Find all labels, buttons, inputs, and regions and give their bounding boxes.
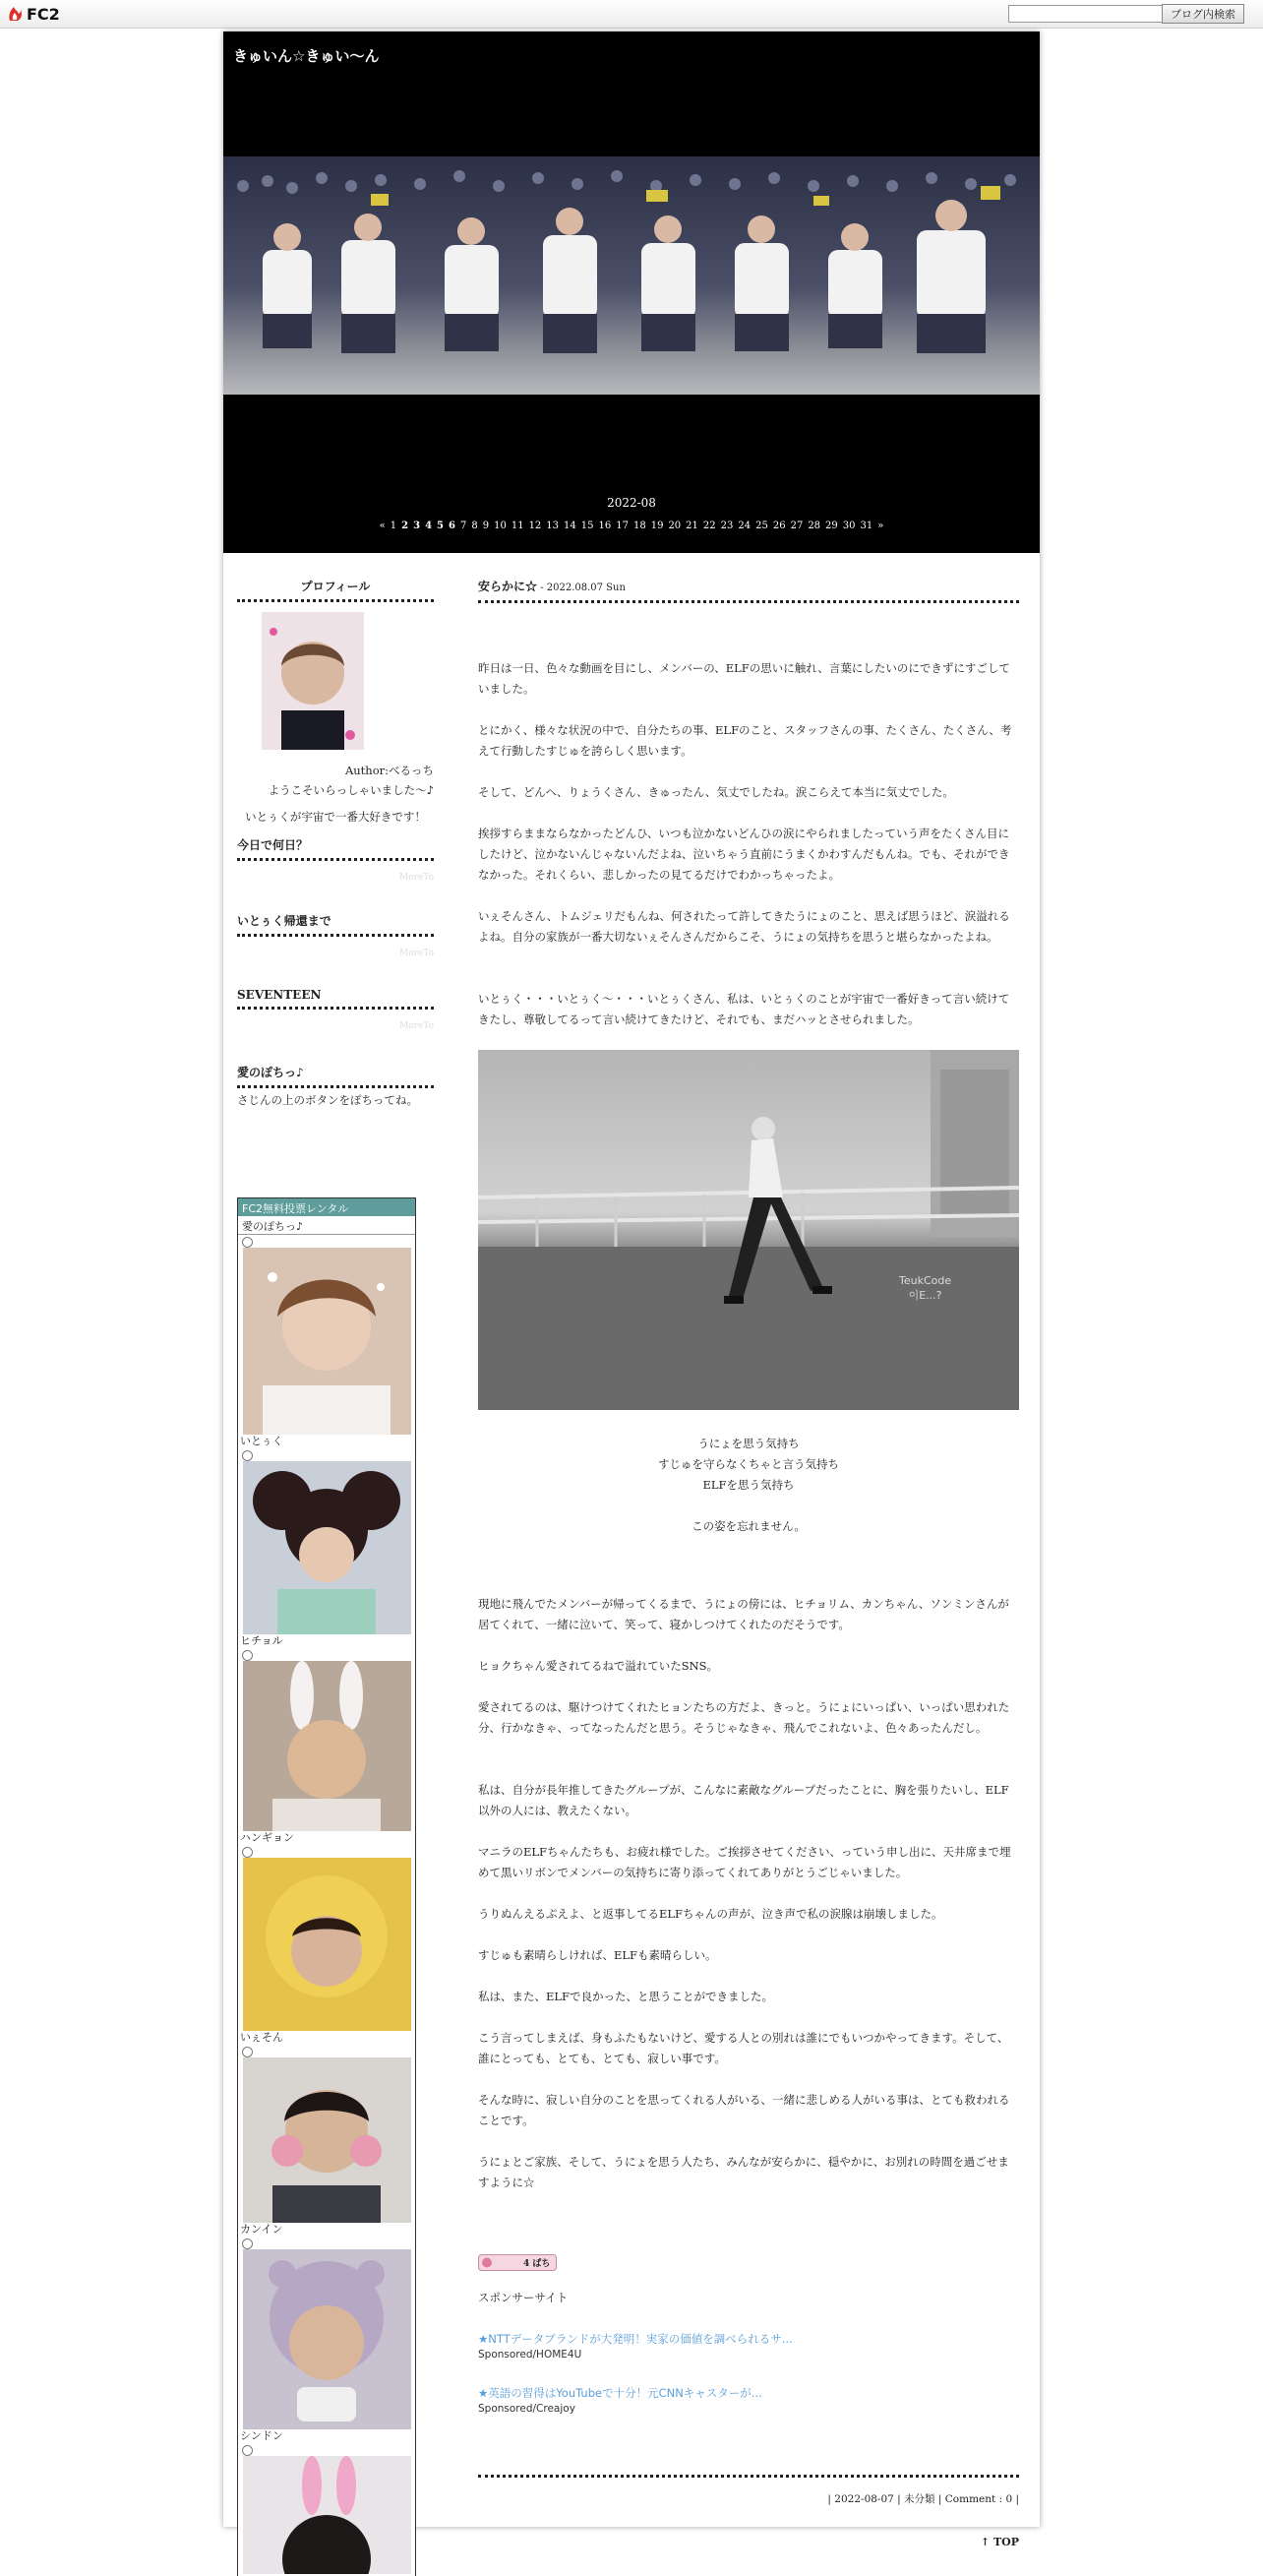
- vote-radio[interactable]: [242, 1650, 253, 1661]
- profile-author: Author:べるっち: [344, 764, 434, 777]
- vote-widget-subheader: 愛のぽちっ♪: [238, 1216, 415, 1235]
- entry-paragraph: いとぅく・・・いとぅく～・・・いとぅくさん、私は、いとぅくのことが宇宙で一番好きって言い続けてきたし、尊敬してるって言い続けてきたけど、それでも、まだハッとさせられました。: [478, 992, 1010, 1026]
- candidate-name: カンイン: [240, 2223, 283, 2236]
- vote-radio[interactable]: [242, 1237, 253, 1248]
- widget-return-count: [237, 912, 434, 958]
- header-banner-image: [223, 156, 1040, 395]
- candidate-name: いとぅく: [240, 1435, 283, 1447]
- calendar-day[interactable]: 3: [413, 521, 421, 531]
- entry-footer-meta: | 2022-08-07 | 未分類 | Comment : 0 |: [827, 2493, 1019, 2505]
- vote-candidate: [238, 1847, 415, 2045]
- calendar-day: 27: [790, 521, 804, 531]
- candidate-name: シンドン: [240, 2429, 283, 2442]
- calendar-day: 29: [825, 521, 838, 531]
- calendar-day: 22: [702, 521, 716, 531]
- calendar-day[interactable]: 5: [437, 521, 444, 531]
- vote-radio[interactable]: [242, 1847, 253, 1858]
- calendar-day: 19: [650, 521, 664, 531]
- entry-paragraph: 昨日は一日、色々な動画を目にし、メンバーの、ELFの思いに触れ、言葉にしたいのにできずにすごしていました。: [478, 661, 1010, 696]
- candidate-photo: [243, 1248, 411, 1435]
- widget-seventeen: [237, 988, 434, 1031]
- vote-radio[interactable]: [242, 1450, 253, 1461]
- sponsored-ad-source: Sponsored/HOME4U: [478, 2349, 582, 2361]
- calendar-day[interactable]: 6: [449, 521, 455, 531]
- profile-heading: プロフィール: [237, 578, 434, 602]
- profile-welcome: ようこそいらっしゃいました～♪: [268, 783, 434, 797]
- profile-bio: いとぅくが宇宙で一番大好きです！: [245, 810, 426, 824]
- vote-widget: [237, 1197, 416, 2576]
- calendar-day: 26: [772, 521, 786, 531]
- vote-candidate: [238, 2047, 415, 2237]
- back-to-top-link[interactable]: ↑ TOP: [980, 2536, 1019, 2548]
- calendar-next-link[interactable]: »: [877, 521, 884, 531]
- blog-title[interactable]: きゅいん☆きゅい～ん: [233, 47, 380, 65]
- calendar-day: 28: [808, 521, 821, 531]
- entry-paragraph: マニラのELFちゃんたちも、お疲れ様でした。ご挨拶させてください、っていう申し出に、天井席まで埋めて黒いリボンでメンバーの気持ちに寄り添ってくれてありがとうごじゃいました。: [478, 1845, 1011, 1879]
- candidate-name: いぇそん: [240, 2031, 283, 2044]
- entry-paragraph: うにょとご家族、そして、うにょを思う人たち、みんなが安らかに、穏やかに、お別れの時間を過ごせますように☆: [478, 2155, 1009, 2189]
- web-clap-count: 4 ぱち: [523, 2259, 551, 2269]
- calendar-day: 24: [738, 521, 752, 531]
- widget-vote-heading: [237, 1064, 434, 1088]
- entry-paragraph: うりぬんえるぷえよ、と返事してるELFちゃんの声が、泣き声で私の涙腺は崩壊しました。: [478, 1907, 943, 1921]
- fc2-logo-text: FC2: [27, 4, 60, 24]
- candidate-photo: [243, 1661, 411, 1831]
- web-clap-button[interactable]: [478, 2254, 557, 2271]
- calendar-day: 16: [598, 521, 612, 531]
- calendar-day: 1: [390, 521, 397, 531]
- widget-days-count-link[interactable]: MoreTo: [399, 873, 434, 883]
- entry-footer-divider: [478, 2475, 1019, 2478]
- blog-search-button[interactable]: ブログ内検索: [1162, 4, 1244, 24]
- calendar-day: 30: [842, 521, 856, 531]
- vote-radio[interactable]: [242, 2445, 253, 2456]
- entry-center-line: うにょを思う気持ち: [697, 1437, 800, 1450]
- calendar-day: 21: [686, 521, 698, 531]
- fc2-logo[interactable]: [6, 4, 60, 24]
- calendar-day: 9: [482, 521, 490, 531]
- widget-days-count: [237, 836, 434, 883]
- vote-note: さじんの上のボタンをぽちってね。: [237, 1093, 418, 1107]
- widget-seventeen-link[interactable]: MoreTo: [399, 1021, 434, 1031]
- candidate-photo: [243, 2456, 411, 2574]
- entry-paragraph: いぇそんさん、トムジェリだもんね、何されたって許してきたうにょのこと、思えば思うほど、涙溢れるよね。自分の家族が一番大切ないぇそんさんだからこそ、うにょの気持ちを思うと堪らなかったよね。: [478, 909, 1010, 944]
- calendar-day: 7: [459, 521, 467, 531]
- fc2-toolbar: [0, 0, 1263, 29]
- entry: [478, 578, 1019, 2548]
- candidate-photo: [243, 1461, 411, 1634]
- entry-paragraph: ヒョクちゃん愛されてるねで溢れていたSNS。: [478, 1659, 719, 1673]
- entry-paragraph: 私は、自分が長年推してきたグループが、こんなに素敵なグループだったことに、胸を張りたいし、ELF以外の人には、教えたくない。: [478, 1783, 1009, 1817]
- calendar-day: 12: [528, 521, 542, 531]
- entry-paragraph: そんな時に、寂しい自分のことを思ってくれる人がいる、一緒に悲しめる人がいる事は、とても救われることです。: [478, 2093, 1010, 2127]
- calendar-day: 10: [494, 521, 507, 531]
- entry-paragraph: とにかく、様々な状況の中で、自分たちの事、ELFのこと、スタッフさんの事、たくさん、たくさん、考えて行動したすじゅを誇らしく思います。: [478, 723, 1012, 758]
- vote-candidate: [238, 1450, 415, 1648]
- candidate-name: ハンギョン: [240, 1831, 294, 1844]
- photo-watermark: TeukCode 이E...?: [899, 1274, 952, 1302]
- calendar-prev-link[interactable]: «: [379, 521, 386, 531]
- entry-paragraph: こう言ってしまえば、身もふたもないけど、愛する人との別れは誰にでもいつかやってきます。そして、誰にとっても、とても、とても、寂しい事です。: [478, 2031, 1009, 2065]
- vote-section-title: 愛のぽちっ♪: [237, 1064, 434, 1088]
- vote-radio[interactable]: [242, 2047, 253, 2057]
- vote-radio[interactable]: [242, 2239, 253, 2249]
- vote-candidate: [238, 1237, 415, 1448]
- calendar-day: 11: [511, 521, 524, 531]
- calendar-day: 25: [755, 521, 768, 531]
- entry-title[interactable]: 安らかに☆: [478, 580, 538, 593]
- widget-seventeen-title: SEVENTEEN: [237, 988, 434, 1010]
- vote-candidate: [238, 1650, 415, 1845]
- profile-avatar: [262, 612, 364, 750]
- calendar-day: 17: [616, 521, 629, 531]
- sponsored-ad-link[interactable]: ★NTTデータブランドが大発明！実家の価値を調べられるサ...: [478, 2332, 793, 2346]
- calendar-day[interactable]: 4: [425, 521, 433, 531]
- entry-title-row: [478, 578, 1019, 603]
- calendar-day: 20: [668, 521, 682, 531]
- widget-days-count-title: 今日で何日？: [237, 836, 434, 861]
- sponsored-ad-source: Sponsored/Creajoy: [478, 2403, 575, 2415]
- candidate-name: ヒチョル: [240, 1634, 283, 1647]
- blog-page: [223, 31, 1040, 2548]
- entry-paragraph: 愛されてるのは、駆けつけてくれたヒョンたちの方だよ、きっと。うにょにいっぱい、いっぱい思われた分、行かなきゃ、ってなったんだと思う。そうじゃなきゃ、飛んでこれないよ、色々あったんだし。: [478, 1700, 1010, 1735]
- entry-paragraph: 私は、また、ELFで良かった、と思うことができました。: [478, 1990, 774, 2003]
- blog-search-input[interactable]: [1008, 5, 1164, 23]
- widget-return-count-title: いとぅく帰還まで: [237, 912, 434, 937]
- blog-header: [223, 31, 1040, 553]
- calendar-strip: [223, 521, 1040, 531]
- calendar-day[interactable]: 2: [401, 521, 409, 531]
- entry-paragraph: 現地に飛んでたメンバーが帰ってくるまで、うにょの傍には、ヒチョリム、カンちゃん、ソンミンさんが居てくれて、一緒に泣いて、笑って、寝かしつけてくれたのだそうです。: [478, 1597, 1009, 1631]
- sponsor-heading: スポンサーサイト: [478, 2291, 569, 2304]
- entry-paragraph: すじゅも素晴らしければ、ELFも素晴らしい。: [478, 1948, 717, 1962]
- entry-center-line: ELFを思う気持ち: [702, 1478, 795, 1492]
- calendar-day: 14: [564, 521, 576, 531]
- calendar-day: 13: [546, 521, 560, 531]
- calendar-day: 18: [632, 521, 646, 531]
- entry-center-line: すじゅを守らなくちゃと言う気持ち: [658, 1457, 839, 1471]
- fc2-logo-icon: [6, 5, 24, 23]
- candidate-photo: [243, 2249, 411, 2429]
- widget-return-count-link[interactable]: MoreTo: [399, 949, 434, 958]
- candidate-photo: [243, 1858, 411, 2031]
- entry-paragraph: 挨拶すらままならなかったどんひ、いつも泣かないどんひの涙にやられましたっていう声をたくさん目にしたけど、泣かないんじゃないんだよね、泣いちゃう直前にうまくかわすんだもんね。でも、それができなかった。それくらい、悲しかったの見てるだけでわかっちゃったよ。: [478, 827, 1010, 882]
- entry-photo: [478, 1050, 1019, 1410]
- calendar-day: 15: [580, 521, 594, 531]
- vote-widget-header[interactable]: FC2無料投票レンタル: [238, 1198, 415, 1216]
- entry-center-line: この姿を忘れません。: [692, 1519, 806, 1533]
- candidate-photo: [243, 2057, 411, 2223]
- vote-candidate: [238, 2239, 415, 2443]
- calendar-month: 2022-08: [607, 496, 656, 510]
- calendar-day: 23: [720, 521, 734, 531]
- calendar-day: 31: [860, 521, 873, 531]
- vote-candidate: [238, 2445, 415, 2574]
- entry-date: - 2022.08.07 Sun: [537, 583, 626, 593]
- calendar-day: 8: [471, 521, 478, 531]
- entry-paragraph: そして、どんへ、りょうくさん、きゅったん、気丈でしたね。涙こらえて本当に気丈でした。: [478, 785, 954, 799]
- sponsored-ad-link[interactable]: ★英語の習得はYouTubeで十分！元CNNキャスターが...: [478, 2386, 762, 2400]
